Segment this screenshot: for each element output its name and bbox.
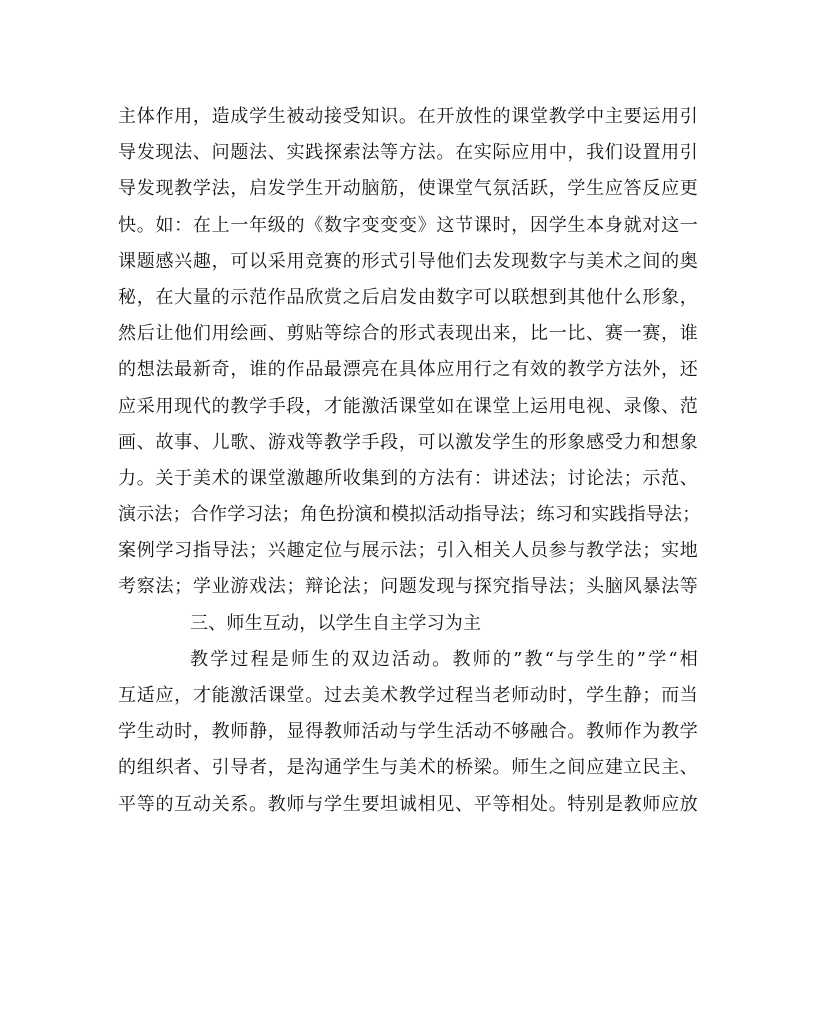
paragraph-line: 学生动时，教师静，显得教师活动与学生活动不够融合。教师作为教学 [118, 721, 698, 743]
paragraph-line: 案例学习指导法；兴趣定位与展示法；引入相关人员参与教学法；实地 [118, 540, 698, 562]
paragraph-line: 演示法；合作学习法；角色扮演和模拟活动指导法；练习和实践指导法； [118, 504, 701, 526]
paragraph-line: 力。关于美术的课堂激趣所收集到的方法有：讲述法；讨论法；示范、 [118, 467, 698, 489]
paragraph-line: 快。如：在上一年级的《数字变变变》这节课时，因学生本身就对这一 [118, 214, 698, 236]
document-body [118, 99, 701, 823]
section-heading: 三、师生互动，以学生自主学习为主 [190, 612, 482, 634]
paragraph-line: 考察法；学业游戏法；辩论法；问题发现与探究指导法；头脑风暴法等 [118, 576, 698, 598]
paragraph-line: 教学过程是师生的双边活动。教师的”教“与学生的”学“相 [190, 648, 698, 670]
paragraph-line: 的组织者、引导者，是沟通学生与美术的桥梁。师生之间应建立民主、 [118, 757, 698, 779]
paragraph-line: 画、故事、儿歌、游戏等教学手段，可以激发学生的形象感受力和想象 [118, 431, 698, 453]
paragraph-line: 秘，在大量的示范作品欣赏之后启发由数字可以联想到其他什么形象， [118, 286, 698, 308]
paragraph-line: 应采用现代的教学手段，才能激活课堂如在课堂上运用电视、录像、范 [118, 395, 698, 417]
paragraph-line: 互适应，才能激活课堂。过去美术教学过程当老师动时，学生静；而当 [118, 685, 698, 706]
paragraph-line: 然后让他们用绘画、剪贴等综合的形式表现出来，比一比、赛一赛，谁 [118, 323, 698, 345]
paragraph-line: 平等的互动关系。教师与学生要坦诚相见、平等相处。特别是教师应放 [118, 793, 698, 815]
paragraph-line: 导发现教学法，启发学生开动脑筋，使课堂气氛活跃，学生应答反应更 [118, 178, 698, 200]
paragraph-line: 课题感兴趣，可以采用竞赛的形式引导他们去发现数字与美术之间的奥 [118, 250, 698, 272]
paragraph-line: 导发现法、问题法、实践探索法等方法。在实际应用中，我们设置用引 [118, 142, 698, 164]
paragraph-line: 的想法最新奇，谁的作品最漂亮在具体应用行之有效的教学方法外，还 [118, 359, 698, 381]
paragraph-line: 主体作用，造成学生被动接受知识。在开放性的课堂教学中主要运用引 [118, 106, 698, 127]
